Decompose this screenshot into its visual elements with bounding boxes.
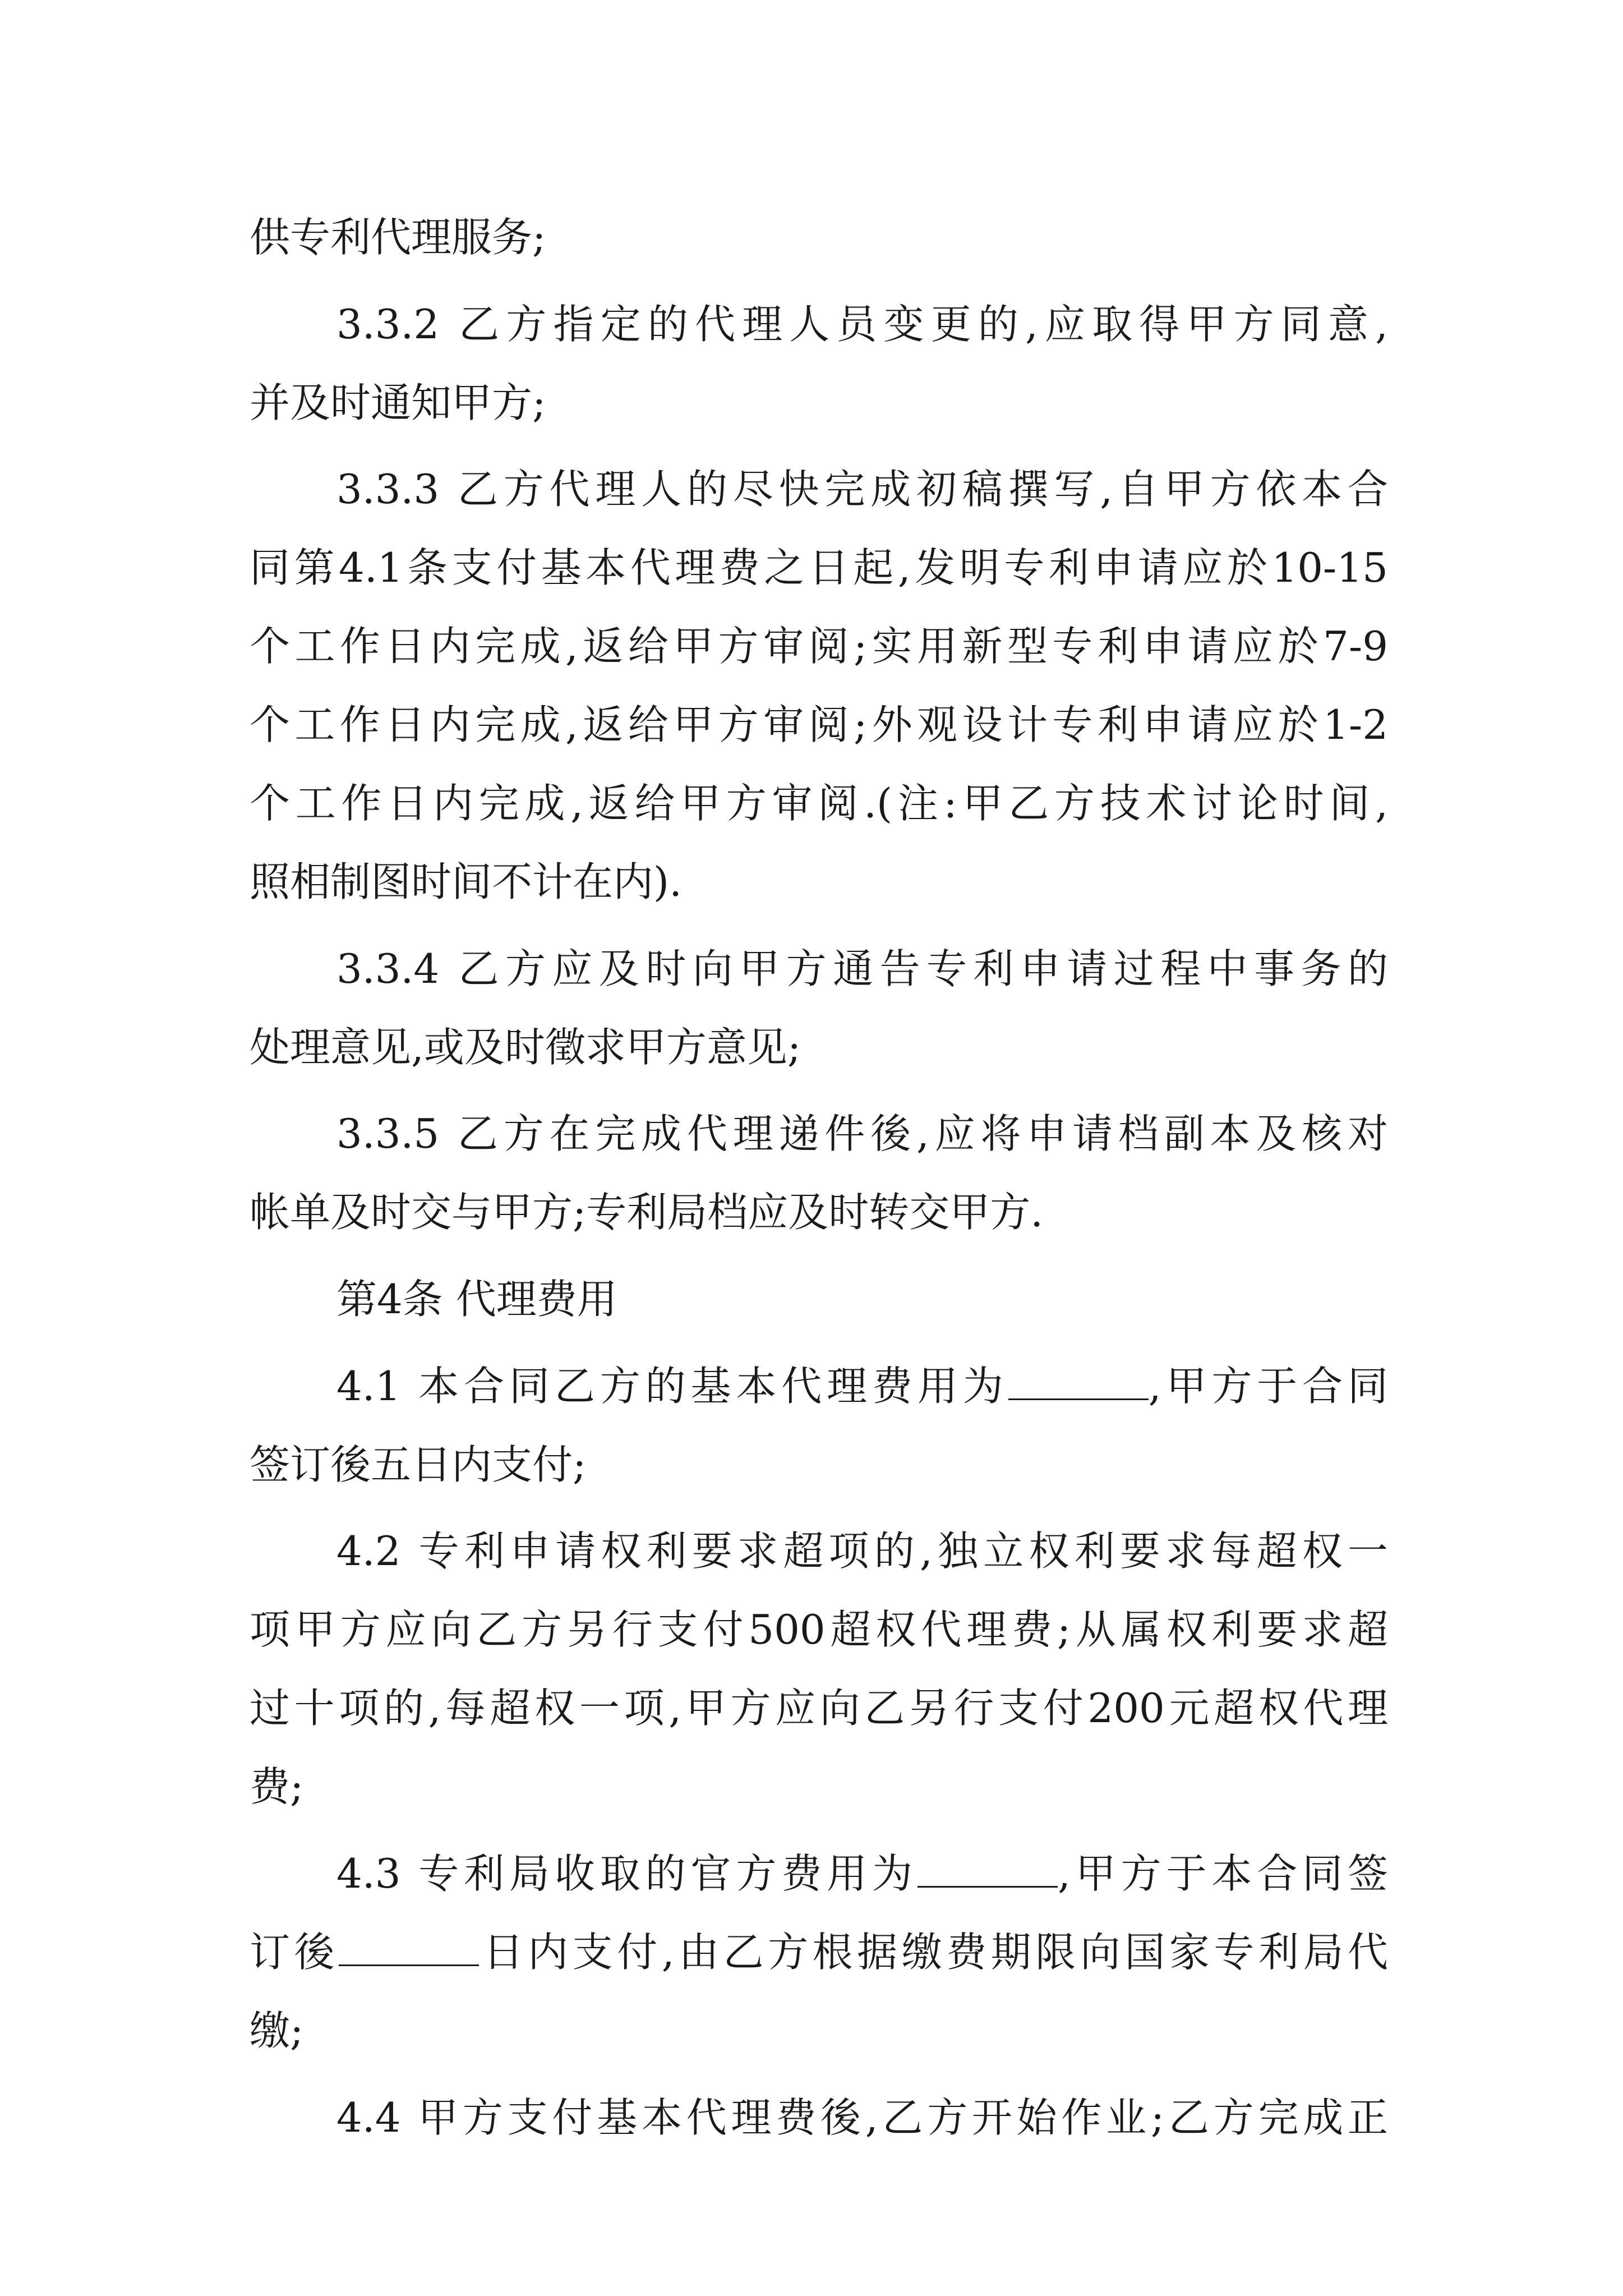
- text-line-4: 3.3.3 乙方代理人的尽快完成初稿撰写,自甲方依本合: [336, 466, 1388, 513]
- text-line-21: [336, 1832, 1388, 1916]
- fill-blank-basic-fee: [1008, 1366, 1149, 1400]
- fill-blank-days: [339, 1932, 479, 1966]
- text-line-8: 个工作日内完成,返给甲方审阅.(注:甲乙方技术讨论时间,: [250, 780, 1388, 827]
- clause-4-3-text-a: 4.3 专利局收取的官方费用为: [336, 1850, 917, 1897]
- text-line-12: 3.3.5 乙方在完成代理递件後,应将申请档副本及核对: [336, 1110, 1388, 1157]
- text-line-6: 个工作日内完成,返给甲方审阅;实用新型专利申请应於7-9: [250, 623, 1388, 670]
- section-heading-4: 第4条 代理费用: [336, 1276, 617, 1323]
- text-line-19: 过十项的,每超权一项,甲方应向乙另行支付200元超权代理: [250, 1685, 1388, 1732]
- text-line-3: 并及时通知甲方;: [250, 379, 546, 426]
- text-line-9: 照相制图时间不计在内).: [250, 858, 682, 905]
- clause-4-3-text-c: 订後: [250, 1929, 339, 1976]
- text-line-1: 供专利代理服务;: [250, 214, 546, 261]
- text-line-11: 处理意见,或及时徵求甲方意见;: [250, 1024, 801, 1071]
- clause-4-3-text-d: 日内支付,由乙方根据缴费期限向国家专利局代: [479, 1929, 1388, 1976]
- text-line-24: 4.4 甲方支付基本代理费後,乙方开始作业;乙方完成正: [336, 2094, 1388, 2141]
- clause-4-3-text-b: ,甲方于本合同签: [1057, 1850, 1388, 1897]
- text-line-2: 3.3.2 乙方指定的代理人员变更的,应取得甲方同意,: [336, 301, 1388, 348]
- text-line-10: 3.3.4 乙方应及时向甲方通告专利申请过程中事务的: [336, 945, 1388, 992]
- text-line-15: [336, 1344, 1388, 1428]
- text-line-16: 签订後五日内支付;: [250, 1441, 587, 1488]
- text-line-22: [250, 1910, 1388, 1994]
- text-line-13: 帐单及时交与甲方;专利局档应及时转交甲方.: [250, 1189, 1044, 1236]
- text-line-17: 4.2 专利申请权利要求超项的,独立权利要求每超权一: [336, 1527, 1388, 1575]
- text-line-7: 个工作日内完成,返给甲方审阅;外观设计专利申请应於1-2: [250, 701, 1388, 748]
- text-line-5: 同第4.1条支付基本代理费之日起,发明专利申请应於10-15: [250, 544, 1388, 591]
- text-line-18: 项甲方应向乙方另行支付500超权代理费;从属权利要求超: [250, 1606, 1388, 1653]
- text-line-23: 缴;: [250, 2007, 304, 2054]
- text-line-20: 费;: [250, 1763, 304, 1810]
- clause-4-1-text-b: ,甲方于合同: [1148, 1363, 1388, 1410]
- fill-blank-official-fee: [917, 1853, 1058, 1888]
- clause-4-1-text-a: 4.1 本合同乙方的基本代理费用为: [336, 1363, 1008, 1410]
